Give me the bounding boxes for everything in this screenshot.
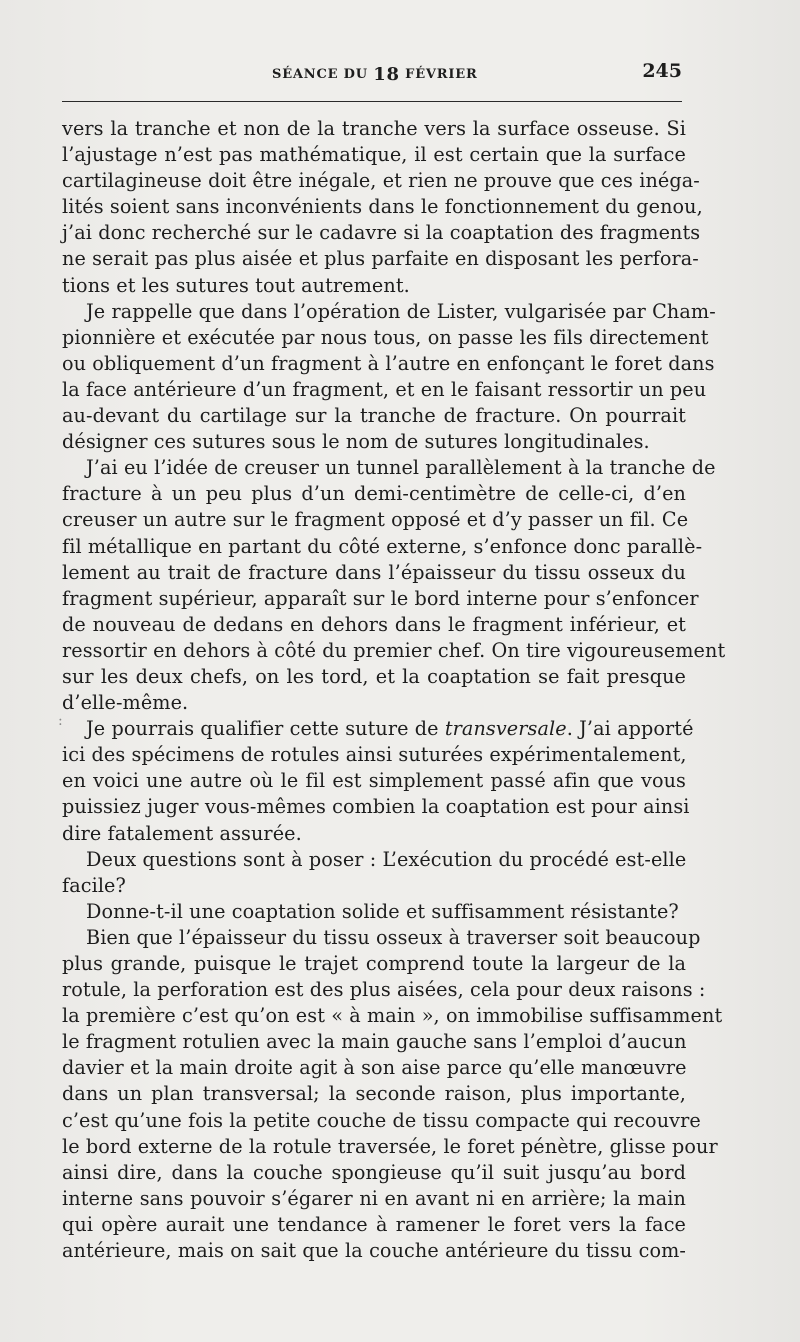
- text-line: tions et les sutures tout autrement.: [62, 273, 410, 297]
- text-line: ainsi dire, dans la couche spongieuse qu’il suit jusqu’au bord: [62, 1160, 686, 1184]
- text-line: fil métallique en partant du côté externe, s’enfonce donc parallè-: [62, 534, 703, 558]
- header-rule: [62, 101, 682, 102]
- running-title: [272, 64, 478, 85]
- text-line: antérieure, mais on sait que la couche antérieure du tissu com-: [62, 1239, 686, 1263]
- text-line: Deux questions sont à poser : L’exécution du procédé est-elle: [86, 847, 687, 871]
- text-line: sur les deux chefs, on les tord, et la coaptation se fait presque: [62, 664, 686, 688]
- running-title-before: SÉANCE DU: [272, 67, 374, 82]
- text-line: Je pourrais qualifier cette suture de transversale. J’ai apporté: [86, 717, 694, 741]
- text-line: qui opère aurait une tendance à ramener le foret vers la face: [62, 1212, 686, 1236]
- text-line: lement au trait de fracture dans l’épaisseur du tissu osseux du: [62, 560, 686, 584]
- italic-term: transversale: [444, 717, 567, 741]
- text-line: le bord externe de la rotule traversée, le foret pénètre, glisse pour: [62, 1134, 718, 1158]
- text-line: dans un plan transversal; la seconde raison, plus importante,: [62, 1082, 686, 1106]
- text-line: Je rappelle que dans l’opération de Lister, vulgarisée par Cham-: [86, 299, 716, 323]
- text-line: désigner ces sutures sous le nom de sutures longitudinales.: [62, 430, 650, 454]
- text-line: lités soient sans inconvénients dans le fonctionnement du genou,: [62, 195, 703, 219]
- text-line: de nouveau de dedans en dehors dans le fragment inférieur, et: [62, 612, 686, 636]
- text-line: cartilagineuse doit être inégale, et rien ne prouve que ces inéga-: [62, 169, 700, 193]
- text-line: pionnière et exécutée par nous tous, on passe les fils directement: [62, 325, 709, 349]
- text-line: J’ai eu l’idée de creuser un tunnel parallèlement à la tranche de: [86, 456, 716, 480]
- page-number: 245: [642, 60, 682, 82]
- text-line: d’elle-même.: [62, 691, 189, 715]
- text-line: davier et la main droite agit à son aise parce qu’elle manœuvre: [62, 1056, 687, 1080]
- text-line: dire fatalement assurée.: [62, 821, 302, 845]
- text-line: facile?: [62, 873, 126, 897]
- text-line: ou obliquement d’un fragment à l’autre en enfonçant le foret dans: [62, 351, 715, 375]
- margin-mark: :: [58, 713, 63, 729]
- running-title-day: 18: [373, 64, 400, 85]
- text-line: la face antérieure d’un fragment, et en le faisant ressortir un peu: [62, 377, 707, 401]
- text-line: creuser un autre sur le fragment opposé et d’y passer un fil. Ce: [62, 508, 689, 532]
- text-line: la première c’est qu’on est « à main », on immobilise suffisamment: [62, 1004, 723, 1028]
- text-line: le fragment rotulien avec la main gauche sans l’emploi d’aucun: [62, 1030, 687, 1054]
- text-line: rotule, la perforation est des plus aisées, cela pour deux raisons :: [62, 978, 706, 1002]
- text-line: plus grande, puisque le trajet comprend toute la largeur de la: [62, 952, 686, 975]
- page-header: [62, 60, 682, 90]
- text-line: Donne-t-il une coaptation solide et suffisamment résistante?: [86, 899, 679, 923]
- text-line: puissiez juger vous-mêmes combien la coaptation est pour ainsi: [62, 795, 690, 819]
- body-text: [62, 116, 726, 1264]
- text-line: Bien que l’épaisseur du tissu osseux à traverser soit beaucoup: [86, 925, 701, 949]
- text-line: fracture à un peu plus d’un demi-centimètre de celle-ci, d’en: [62, 482, 686, 506]
- text-line: l’ajustage n’est pas mathématique, il est certain que la surface: [62, 143, 686, 167]
- text-line: interne sans pouvoir s’égarer ni en avant ni en arrière; la main: [62, 1186, 686, 1210]
- text-line: en voici une autre où le fil est simplement passé afin que vous: [62, 769, 686, 793]
- running-title-after: FÉVRIER: [399, 67, 478, 82]
- text-line: ne serait pas plus aisée et plus parfaite en disposant les perfora-: [62, 247, 699, 271]
- text-line: vers la tranche et non de la tranche vers la surface osseuse. Si: [62, 117, 686, 140]
- text-line: fragment supérieur, apparaît sur le bord interne pour s’enfoncer: [62, 586, 699, 610]
- text-line: j’ai donc recherché sur le cadavre si la coaptation des fragments: [62, 221, 701, 245]
- text-line: ressortir en dehors à côté du premier chef. On tire vigoureusement: [62, 638, 726, 662]
- text-line: ici des spécimens de rotules ainsi suturées expérimentalement,: [62, 743, 687, 767]
- text-line: au-devant du cartilage sur la tranche de fracture. On pourrait: [62, 404, 686, 428]
- text-line: c’est qu’une fois la petite couche de tissu compacte qui recouvre: [62, 1108, 701, 1132]
